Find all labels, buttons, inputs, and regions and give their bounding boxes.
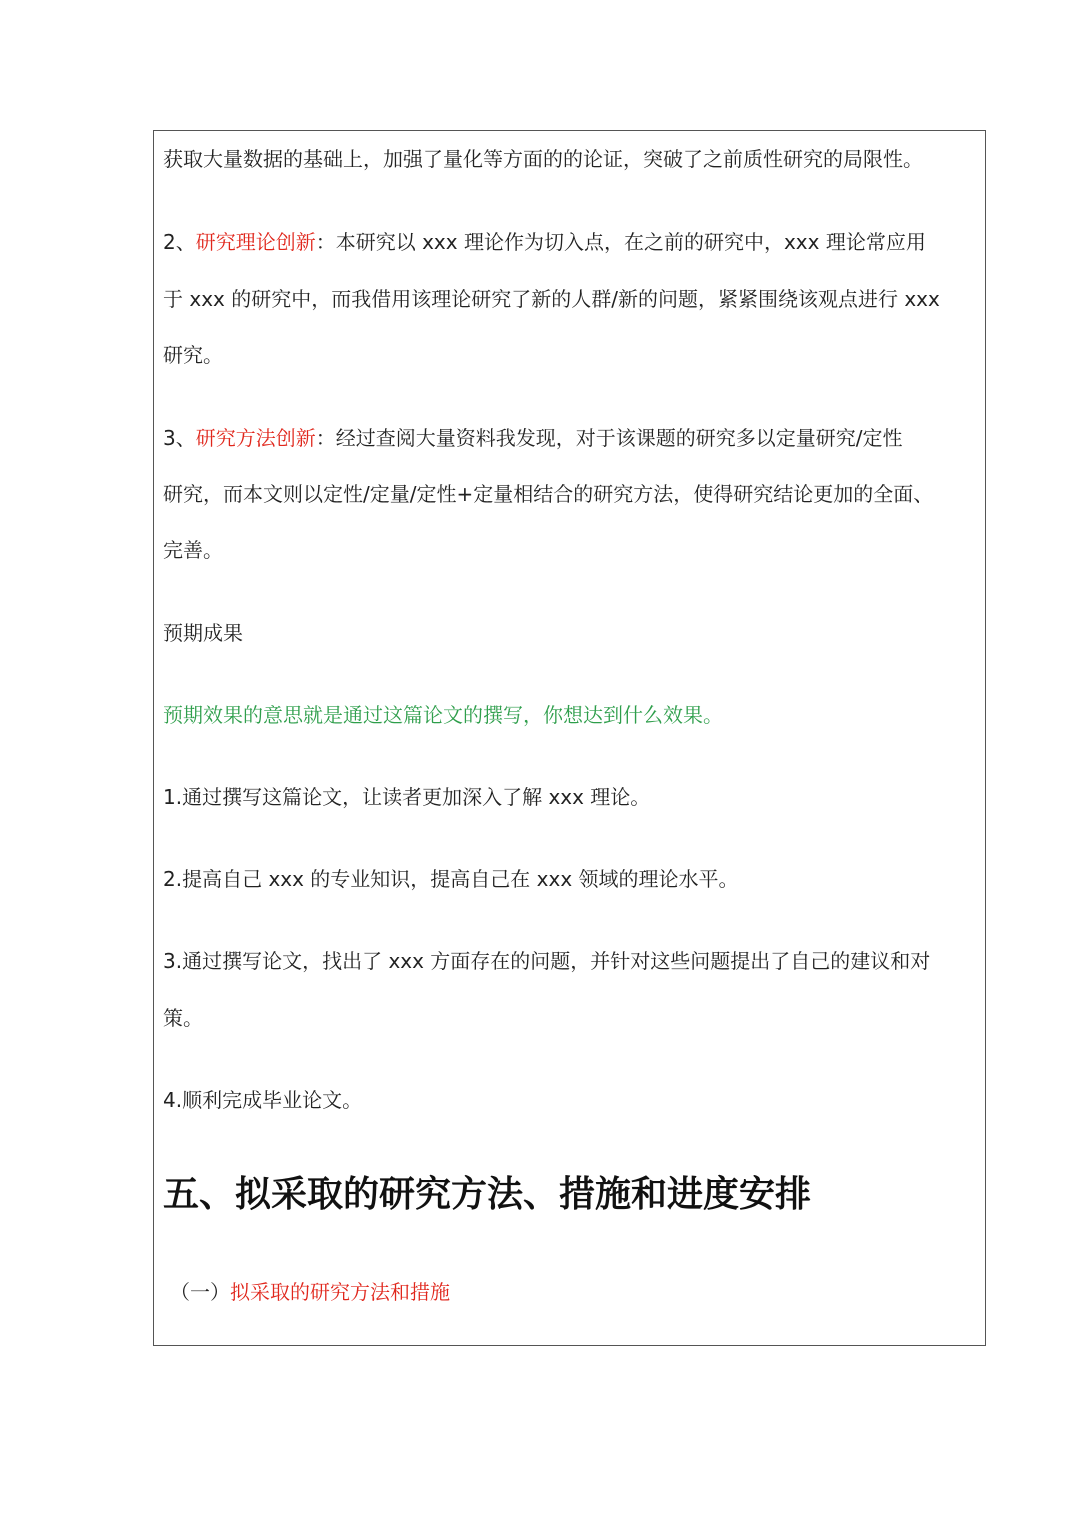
subsection-heading: （一）拟采取的研究方法和措施 — [170, 1280, 450, 1304]
method-innovation-label: 研究方法创新 — [195, 426, 316, 450]
expected-item-3-line-1: 3.通过撰写论文，找出了 xxx 方面存在的问题，并针对这些问题提出了自己的建议和对 — [163, 949, 931, 973]
theory-innovation-line-1: 2、研究理论创新：本研究以 xxx 理论作为切入点，在之前的研究中，xxx 理论常应用 — [163, 230, 926, 254]
method-innovation-line-2: 研究，而本文则以定性/定量/定性+定量相结合的研究方法，使得研究结论更加的全面、 — [163, 482, 934, 506]
expected-results-title: 预期成果 — [163, 621, 243, 645]
paragraph-line: 获取大量数据的基础上，加强了量化等方面的的论证，突破了之前质性研究的局限性。 — [163, 147, 923, 171]
method-innovation-line-3: 完善。 — [163, 538, 223, 562]
expected-results-note: 预期效果的意思就是通过这篇论文的撰写，你想达到什么效果。 — [163, 703, 723, 727]
document-table-frame — [153, 130, 986, 1346]
expected-item-4: 4.顺利完成毕业论文。 — [163, 1088, 363, 1112]
subsection-title: 拟采取的研究方法和措施 — [230, 1280, 450, 1304]
theory-innovation-label: 研究理论创新 — [195, 230, 316, 254]
expected-item-3-line-2: 策。 — [163, 1006, 203, 1030]
expected-item-2: 2.提高自己 xxx 的专业知识，提高自己在 xxx 领域的理论水平。 — [163, 867, 739, 891]
section-five-heading: 五、拟采取的研究方法、措施和进度安排 — [163, 1174, 812, 1215]
theory-innovation-line-2: 于 xxx 的研究中，而我借用该理论研究了新的人群/新的问题，紧紧围绕该观点进行 xxx — [163, 287, 940, 311]
theory-innovation-line-3: 研究。 — [163, 343, 223, 367]
expected-item-1: 1.通过撰写这篇论文，让读者更加深入了解 xxx 理论。 — [163, 785, 651, 809]
method-innovation-line-1: 3、研究方法创新：经过查阅大量资料我发现，对于该课题的研究多以定量研究/定性 — [163, 426, 903, 450]
